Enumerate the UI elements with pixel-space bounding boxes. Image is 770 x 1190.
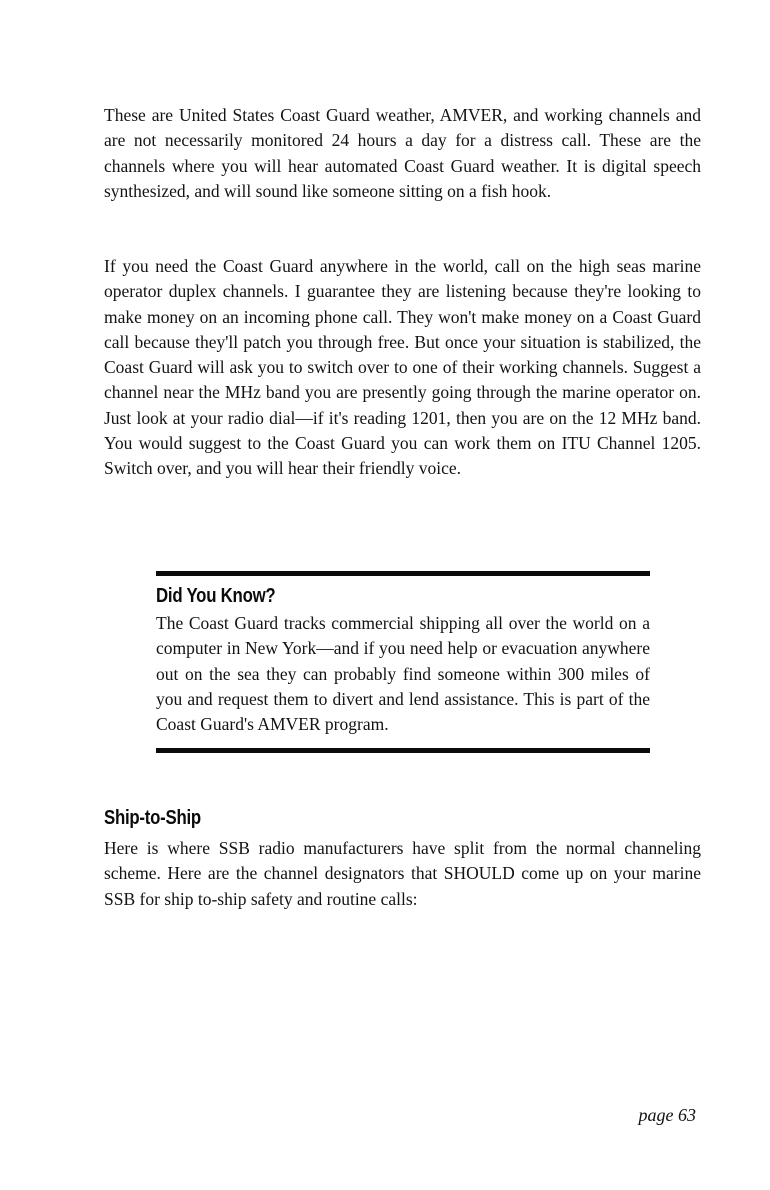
section-heading-ship-to-ship: Ship-to-Ship bbox=[104, 806, 201, 829]
paragraph-ship-to-ship-intro: Here is where SSB radio manufacturers have split from the normal channeling scheme. Here are the channel designators that SHOULD come up on your marine SSB for ship to-ship safety and routine calls: bbox=[104, 838, 701, 909]
sidebar-body: The Coast Guard tracks commercial shipping all over the world on a computer in New York—and if you need help or evacuation anywhere out on the sea they can probably find someone within 300 miles of you and request them to divert and lend assistance. This is part of the Coast Guard's AMVER program. bbox=[156, 613, 650, 735]
paragraph-high-seas-operator: If you need the Coast Guard anywhere in the world, call on the high seas marine operator duplex channels. I guarantee they are listening because they're looking to make money on an incoming phone call. They won't make money on a Coast Guard call because they'll patch you through free. But once your situation is stabilized, the Coast Guard will ask you to switch over to one of their working channels. Suggest a channel near the MHz band you are presently going through the marine operator on. Just look at your radio dial—if it's reading 1201, then you are on the 12 MHz band. You would suggest to the Coast Guard you can work them on ITU Channel 1205. Switch over, and you will hear their friendly voice. bbox=[104, 256, 701, 479]
page-number: page 63 bbox=[638, 1105, 696, 1125]
paragraph-coast-guard-channels: These are United States Coast Guard weather, AMVER, and working channels and are not necessarily monitored 24 hours a day for a distress call. These are the channels where you will hear automated Coast Guard weather. It is digital speech synthesized, and will sound like someone sitting on a fish hook. bbox=[104, 105, 701, 201]
sidebar-top-rule bbox=[156, 571, 650, 576]
sidebar-title: Did You Know? bbox=[156, 584, 276, 607]
did-you-know-sidebar bbox=[156, 571, 650, 753]
sidebar-bottom-rule bbox=[156, 748, 650, 753]
